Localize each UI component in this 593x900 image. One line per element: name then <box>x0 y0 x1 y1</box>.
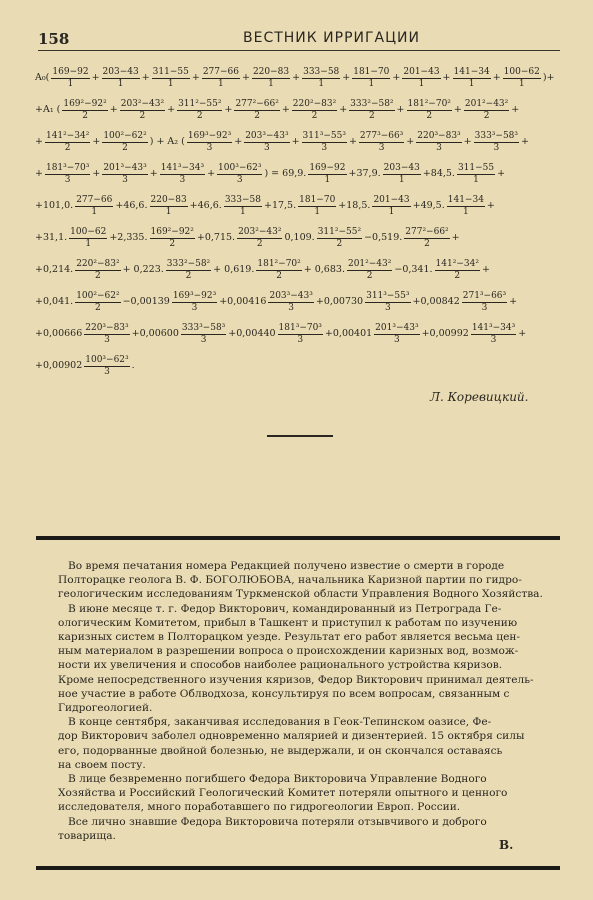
formula-term: +31,1. <box>35 232 68 244</box>
fraction-denominator: 1 <box>518 78 525 89</box>
formula-term: + <box>191 72 200 84</box>
fraction <box>278 324 323 345</box>
fraction-denominator: 2 <box>483 110 490 121</box>
article-author: Л. Коревицкий. <box>430 390 529 404</box>
text-line: дор Викторович заболел одновременно малярией и дизентерией. 15 октября силы <box>58 730 525 743</box>
fraction-denominator: 1 <box>468 78 475 89</box>
fraction <box>62 100 107 121</box>
formula-line <box>34 318 568 350</box>
formula-term: + <box>442 72 451 84</box>
fraction-numerator: 100³−62³ <box>218 162 262 173</box>
fraction-denominator: 2 <box>169 238 176 249</box>
fraction <box>268 292 313 313</box>
formula-line <box>34 286 568 318</box>
fraction-numerator: 333²−58² <box>350 98 394 109</box>
fraction <box>150 228 195 249</box>
fraction-numerator: 220−83 <box>150 194 187 205</box>
fraction-denominator: 3 <box>481 302 488 313</box>
formula-term: + <box>463 136 472 148</box>
obituary-paragraph <box>58 602 564 716</box>
formula-term: +0,00666 <box>35 328 83 340</box>
fraction <box>404 228 449 249</box>
fraction-denominator: 3 <box>378 142 385 153</box>
fraction-denominator: 1 <box>167 78 174 89</box>
formula-term: + 0,619. <box>213 264 255 276</box>
fraction-numerator: 203³−43³ <box>269 290 313 301</box>
fraction-numerator: 169²−92² <box>150 226 194 237</box>
fraction-denominator: 3 <box>321 142 328 153</box>
fraction <box>464 100 509 121</box>
fraction <box>224 196 262 217</box>
fraction-denominator: 1 <box>324 174 331 185</box>
formula-term: . <box>131 360 135 372</box>
fraction-numerator: 311−55 <box>457 162 495 173</box>
text-line: В июне месяце т. г. Федор Викторович, командированный из Петрограда Ге- <box>68 602 502 615</box>
text-line: ное участие в работе Облводхоза, консультируя по всем вопросам, связанным с <box>58 687 510 700</box>
fraction-numerator: 201−43 <box>403 66 440 77</box>
formula-term: A₀( <box>35 72 50 84</box>
fraction-denominator: 3 <box>206 142 213 153</box>
fraction <box>69 228 107 249</box>
formula-line <box>34 222 568 254</box>
fraction-denominator: 3 <box>104 334 110 345</box>
formula-term: + <box>518 328 527 340</box>
fraction-denominator: 3 <box>490 334 497 345</box>
formula-term: +0,041. <box>35 296 74 308</box>
formula-term: + <box>281 104 290 116</box>
formula-term: + <box>291 136 300 148</box>
text-line: Все лично знавшие Федора Викторовича потеряли отзывчивого и доброго <box>68 815 487 828</box>
fraction <box>234 100 279 121</box>
fraction <box>244 132 289 153</box>
fraction-denominator: 1 <box>368 78 375 89</box>
formula-term: + <box>91 72 100 84</box>
text-line: его, подорванные двойной болезнью, не выдержали, и он скончался оставаясь <box>58 744 503 757</box>
fraction <box>120 100 165 121</box>
fraction-numerator: 100²−62² <box>76 290 120 301</box>
text-line: ологическим Комитетом, прибыл в Ташкент и приступил к работам по изучению <box>58 616 518 629</box>
formula-term: + <box>92 136 101 148</box>
fraction-numerator: 311³−55³ <box>366 290 410 301</box>
formula-term: + <box>509 296 518 308</box>
fraction <box>75 260 120 281</box>
fraction-numerator: 100³−62³ <box>85 354 129 365</box>
fraction-numerator: 169−92 <box>52 66 89 77</box>
fraction-denominator: 1 <box>318 78 325 89</box>
fraction-numerator: 203³−43³ <box>245 130 289 141</box>
formula-term: +46,6. <box>189 200 222 212</box>
formula-line <box>34 254 568 286</box>
obituary-paragraph <box>58 715 564 772</box>
fraction <box>256 260 301 281</box>
fraction-denominator: 2 <box>368 110 375 121</box>
fraction-numerator: 333³−58³ <box>181 322 226 333</box>
fraction-denominator: 1 <box>117 78 124 89</box>
formula-term: )+ <box>542 72 555 84</box>
fraction-numerator: 141−34 <box>453 66 490 77</box>
fraction <box>374 324 419 345</box>
fraction-denominator: 3 <box>64 174 71 185</box>
fraction <box>160 164 205 185</box>
fraction-numerator: 141−34 <box>447 194 484 205</box>
fraction <box>150 196 188 217</box>
fraction-denominator: 2 <box>95 270 101 281</box>
fraction <box>75 196 113 217</box>
text-line: Кроме непосредственного изучения кяризов, Федор Викторович принимал деятель- <box>58 673 534 686</box>
formula-term: −0,341. <box>394 264 433 276</box>
fraction-denominator: 3 <box>384 302 391 313</box>
fraction-denominator: 3 <box>394 334 400 345</box>
formula-line <box>34 94 568 126</box>
fraction-denominator: 1 <box>240 206 246 217</box>
formula-term: + 0,223. <box>122 264 164 276</box>
fraction-denominator: 1 <box>462 206 469 217</box>
fraction <box>372 196 410 217</box>
formula-term: +49,5. <box>412 200 445 212</box>
fraction-numerator: 201³−43³ <box>103 162 147 173</box>
fraction-numerator: 100²−62² <box>103 130 147 141</box>
formula-line <box>34 126 568 158</box>
obituary-bottom-rule <box>36 866 560 870</box>
fraction-denominator: 2 <box>424 238 430 249</box>
formula-term: +17,5. <box>263 200 297 212</box>
fraction-numerator: 311−55 <box>152 66 189 77</box>
formula-term: +0,00440 <box>228 328 276 340</box>
fraction-numerator: 277−66 <box>76 194 113 205</box>
formula-term: + <box>406 136 415 148</box>
fraction-numerator: 277³−66³ <box>359 130 404 141</box>
formula-term: +18,5. <box>338 200 371 212</box>
text-line: Гидрогеологией. <box>58 702 153 715</box>
fraction-denominator: 3 <box>288 302 295 313</box>
formula-term: +0,214. <box>35 264 74 276</box>
fraction-denominator: 3 <box>297 334 304 345</box>
formula-term: ) = 69,9. <box>264 168 307 180</box>
fraction <box>187 132 232 153</box>
fraction <box>471 324 516 345</box>
text-line: каризных систем в Полторацком уезде. Результат его работ является весьма цен- <box>58 631 521 644</box>
formula-term: + <box>241 72 250 84</box>
text-line: Полторацке геолога В. Ф. БОГОЛЮБОВА, начальника Каризной партии по гидро- <box>58 574 522 587</box>
fraction <box>181 324 226 345</box>
formula-term: + <box>35 168 43 180</box>
fraction <box>402 68 440 89</box>
fraction <box>383 164 421 185</box>
formula-term: + <box>92 168 101 180</box>
fraction-denominator: 2 <box>254 110 260 121</box>
fraction-numerator: 311²−55² <box>317 226 362 237</box>
fraction <box>302 132 347 153</box>
fraction-numerator: 201²−43² <box>347 258 392 269</box>
fraction-denominator: 3 <box>179 174 186 185</box>
formula-term: + <box>234 136 243 148</box>
fraction-numerator: 311³−55³ <box>302 130 346 141</box>
text-line: исследователя, много поработавшего по гидрогеологии Европ. России. <box>58 801 461 814</box>
formula-term: +0,715. <box>196 232 236 244</box>
fraction <box>51 68 89 89</box>
fraction-numerator: 181²−70² <box>407 98 451 109</box>
formula-term: + <box>451 232 460 244</box>
fraction-denominator: 2 <box>196 110 203 121</box>
fraction-numerator: 141²−34² <box>435 258 479 269</box>
fraction-denominator: 3 <box>200 334 207 345</box>
fraction-denominator: 2 <box>185 270 192 281</box>
fraction <box>102 164 147 185</box>
text-line: Хозяйства и Российский Геологический Комитет потеряли опытного и ценного <box>58 787 508 800</box>
fraction <box>166 260 211 281</box>
text-line: В лице безвременно погибшего Федора Викторовича Управление Водного <box>68 773 487 786</box>
header-rule <box>38 50 560 51</box>
text-line: ности их увеличения и способов наиболее рационального устройства кяризов. <box>58 659 503 672</box>
fraction-numerator: 169−92 <box>309 162 346 173</box>
fraction-denominator: 2 <box>256 238 263 249</box>
fraction <box>453 68 491 89</box>
formula-term: + <box>224 104 233 116</box>
fraction-denominator: 2 <box>366 270 373 281</box>
fraction-denominator: 2 <box>82 110 88 121</box>
fraction-denominator: 3 <box>104 366 110 377</box>
formula-line <box>34 158 568 190</box>
formula-term: + <box>521 136 529 148</box>
formula-term: + <box>339 104 348 116</box>
fraction <box>352 68 390 89</box>
fraction <box>474 132 519 153</box>
fraction-numerator: 277²−66² <box>405 226 449 237</box>
formula-term: + <box>497 168 506 180</box>
fraction-numerator: 333−58 <box>303 66 340 77</box>
formula-term: +0,00902 <box>35 360 83 372</box>
formula-line <box>34 62 568 94</box>
fraction <box>152 68 190 89</box>
fraction-denominator: 2 <box>95 302 101 313</box>
fraction <box>302 68 340 89</box>
fraction-denominator: 3 <box>493 142 500 153</box>
formula-term: 0,109. <box>284 232 315 244</box>
fraction-numerator: 203²−43² <box>120 98 165 109</box>
formula-term: +46,6. <box>115 200 148 212</box>
fraction-numerator: 277−66 <box>202 66 239 77</box>
formula-term: + <box>511 104 520 116</box>
fraction-numerator: 141³−34³ <box>471 322 516 333</box>
fraction-denominator: 2 <box>276 270 282 281</box>
fraction <box>75 292 120 313</box>
fraction-denominator: 2 <box>64 142 71 153</box>
fraction-numerator: 220−83 <box>252 66 290 77</box>
fraction-denominator: 1 <box>473 174 479 185</box>
fraction-numerator: 333²−58² <box>166 258 211 269</box>
fraction <box>217 164 262 185</box>
fraction <box>84 356 129 377</box>
fraction-numerator: 220³−83³ <box>85 322 129 333</box>
fraction <box>359 132 404 153</box>
formula-term: +0,00600 <box>131 328 179 340</box>
fraction-numerator: 181³−70³ <box>45 162 90 173</box>
fraction <box>237 228 282 249</box>
formula-term: + <box>167 104 176 116</box>
fraction <box>45 164 90 185</box>
formula-term: +0,00401 <box>324 328 373 340</box>
fraction <box>349 100 394 121</box>
fraction-denominator: 1 <box>398 174 405 185</box>
fraction-numerator: 181²−70² <box>257 258 301 269</box>
fraction-numerator: 203−43 <box>383 162 420 173</box>
text-line: ным материалом в разрешении вопроса о происхождении каризных вод, возмож- <box>58 645 519 658</box>
fraction-denominator: 3 <box>264 142 270 153</box>
formula-line <box>34 190 568 222</box>
fraction-denominator: 1 <box>85 238 92 249</box>
formula-term: + <box>149 168 158 180</box>
fraction-denominator: 1 <box>418 78 425 89</box>
fraction-numerator: 220³−83³ <box>417 130 461 141</box>
fraction-denominator: 2 <box>426 110 433 121</box>
formula-term: + 0,683. <box>303 264 345 276</box>
fraction-numerator: 333³−58³ <box>474 130 519 141</box>
fraction-numerator: 277²−66² <box>235 98 279 109</box>
formula-line <box>34 350 568 382</box>
text-line: товарища. <box>58 829 116 842</box>
formula-term: + <box>453 104 462 116</box>
obituary-paragraph <box>58 815 564 843</box>
formula-term: +0,00992 <box>421 328 469 340</box>
obituary-signature: В. <box>499 838 514 852</box>
fraction-denominator: 2 <box>311 110 318 121</box>
obituary-paragraph <box>58 772 564 815</box>
fraction-numerator: 203²−43² <box>238 226 282 237</box>
formula-term: + <box>396 104 405 116</box>
fraction-denominator: 2 <box>139 110 146 121</box>
fraction-numerator: 169³−92³ <box>187 130 232 141</box>
fraction-numerator: 169²−92² <box>63 98 107 109</box>
formula-term: +84,5. <box>422 168 455 180</box>
fraction-denominator: 1 <box>388 206 395 217</box>
section-divider <box>267 435 333 437</box>
fraction-numerator: 220²−83² <box>292 98 337 109</box>
obituary-paragraph <box>58 559 564 602</box>
text-line: Во время печатания номера Редакцией получено известие о смерти в городе <box>68 560 505 572</box>
formula-term: +37,9. <box>348 168 381 180</box>
fraction <box>172 292 217 313</box>
fraction-numerator: 181−70 <box>353 66 390 77</box>
formula-term: + <box>492 72 501 84</box>
fraction-denominator: 1 <box>91 206 98 217</box>
fraction <box>292 100 337 121</box>
journal-title: ВЕСТНИК ИРРИГАЦИИ <box>243 30 420 46</box>
fraction-numerator: 100−62 <box>70 226 107 237</box>
fraction-numerator: 333−58 <box>224 194 261 205</box>
text-line: В конце сентября, заканчивая исследования в Геок-Тепинском оазисе, Фе- <box>68 716 492 729</box>
fraction <box>347 260 392 281</box>
fraction-numerator: 201²−43² <box>464 98 509 109</box>
text-line: на своем посту. <box>58 758 146 771</box>
fraction <box>202 68 240 89</box>
fraction <box>462 292 507 313</box>
fraction <box>503 68 541 89</box>
fraction-denominator: 3 <box>122 174 128 185</box>
fraction <box>457 164 495 185</box>
formula-term: + <box>141 72 150 84</box>
fraction <box>45 132 90 153</box>
fraction <box>365 292 410 313</box>
formula-term: + <box>35 136 43 148</box>
page-number: 158 <box>38 30 70 48</box>
fraction <box>102 68 140 89</box>
fraction-numerator: 201−43 <box>373 194 410 205</box>
formula-term: + <box>109 104 118 116</box>
fraction-numerator: 141³−34³ <box>160 162 205 173</box>
fraction <box>177 100 222 121</box>
fraction <box>435 260 480 281</box>
fraction <box>407 100 452 121</box>
fraction-numerator: 203−43 <box>102 66 139 77</box>
formula-term: + <box>342 72 351 84</box>
fraction-numerator: 181³−70³ <box>278 322 322 333</box>
fraction-denominator: 3 <box>436 142 442 153</box>
formula-term: +101,0. <box>35 200 74 212</box>
formula-term: +0,00730 <box>315 296 364 308</box>
formula-term: +0,00842 <box>412 296 460 308</box>
formula-term: + <box>481 264 490 276</box>
fraction-denominator: 1 <box>67 78 74 89</box>
fraction-numerator: 100−62 <box>503 66 540 77</box>
fraction <box>102 132 147 153</box>
fraction-denominator: 2 <box>454 270 461 281</box>
fraction <box>252 68 290 89</box>
fraction-numerator: 220²−83² <box>76 258 120 269</box>
fraction-denominator: 1 <box>314 206 321 217</box>
fraction-numerator: 271³−66³ <box>462 290 507 301</box>
obituary-top-rule <box>36 536 560 540</box>
formula-term: + <box>207 168 216 180</box>
formula-term: + <box>392 72 401 84</box>
text-line: геологическим исследованиям Туркменской области Управления Водного Хозяйства. <box>58 588 543 601</box>
formula-block <box>34 62 568 382</box>
fraction-denominator: 3 <box>191 302 198 313</box>
fraction-numerator: 141²−34² <box>45 130 90 141</box>
formula-term: −0,00139 <box>122 296 170 308</box>
formula-term: +2,335. <box>109 232 148 244</box>
formula-term: + <box>348 136 357 148</box>
formula-term: −0,519. <box>364 232 403 244</box>
fraction-numerator: 181−70 <box>299 194 336 205</box>
formula-term: + <box>292 72 301 84</box>
fraction-denominator: 3 <box>236 174 243 185</box>
obituary-notice <box>58 559 564 843</box>
fraction <box>416 132 461 153</box>
fraction-denominator: 2 <box>122 142 128 153</box>
fraction-denominator: 2 <box>336 238 343 249</box>
fraction <box>298 196 336 217</box>
formula-term: +A₁ ( <box>35 104 61 116</box>
fraction <box>447 196 485 217</box>
page-header <box>38 30 558 50</box>
fraction <box>317 228 362 249</box>
formula-term: + <box>486 200 495 212</box>
fraction-numerator: 201³−43³ <box>375 322 419 333</box>
fraction-numerator: 311²−55² <box>178 98 222 109</box>
fraction-denominator: 1 <box>218 78 224 89</box>
fraction-denominator: 1 <box>268 78 274 89</box>
formula-term: ) + A₂ ( <box>149 136 185 148</box>
fraction <box>308 164 346 185</box>
fraction-denominator: 1 <box>165 206 172 217</box>
fraction-numerator: 169³−92³ <box>172 290 217 301</box>
fraction <box>84 324 129 345</box>
formula-term: +0,00416 <box>219 296 267 308</box>
